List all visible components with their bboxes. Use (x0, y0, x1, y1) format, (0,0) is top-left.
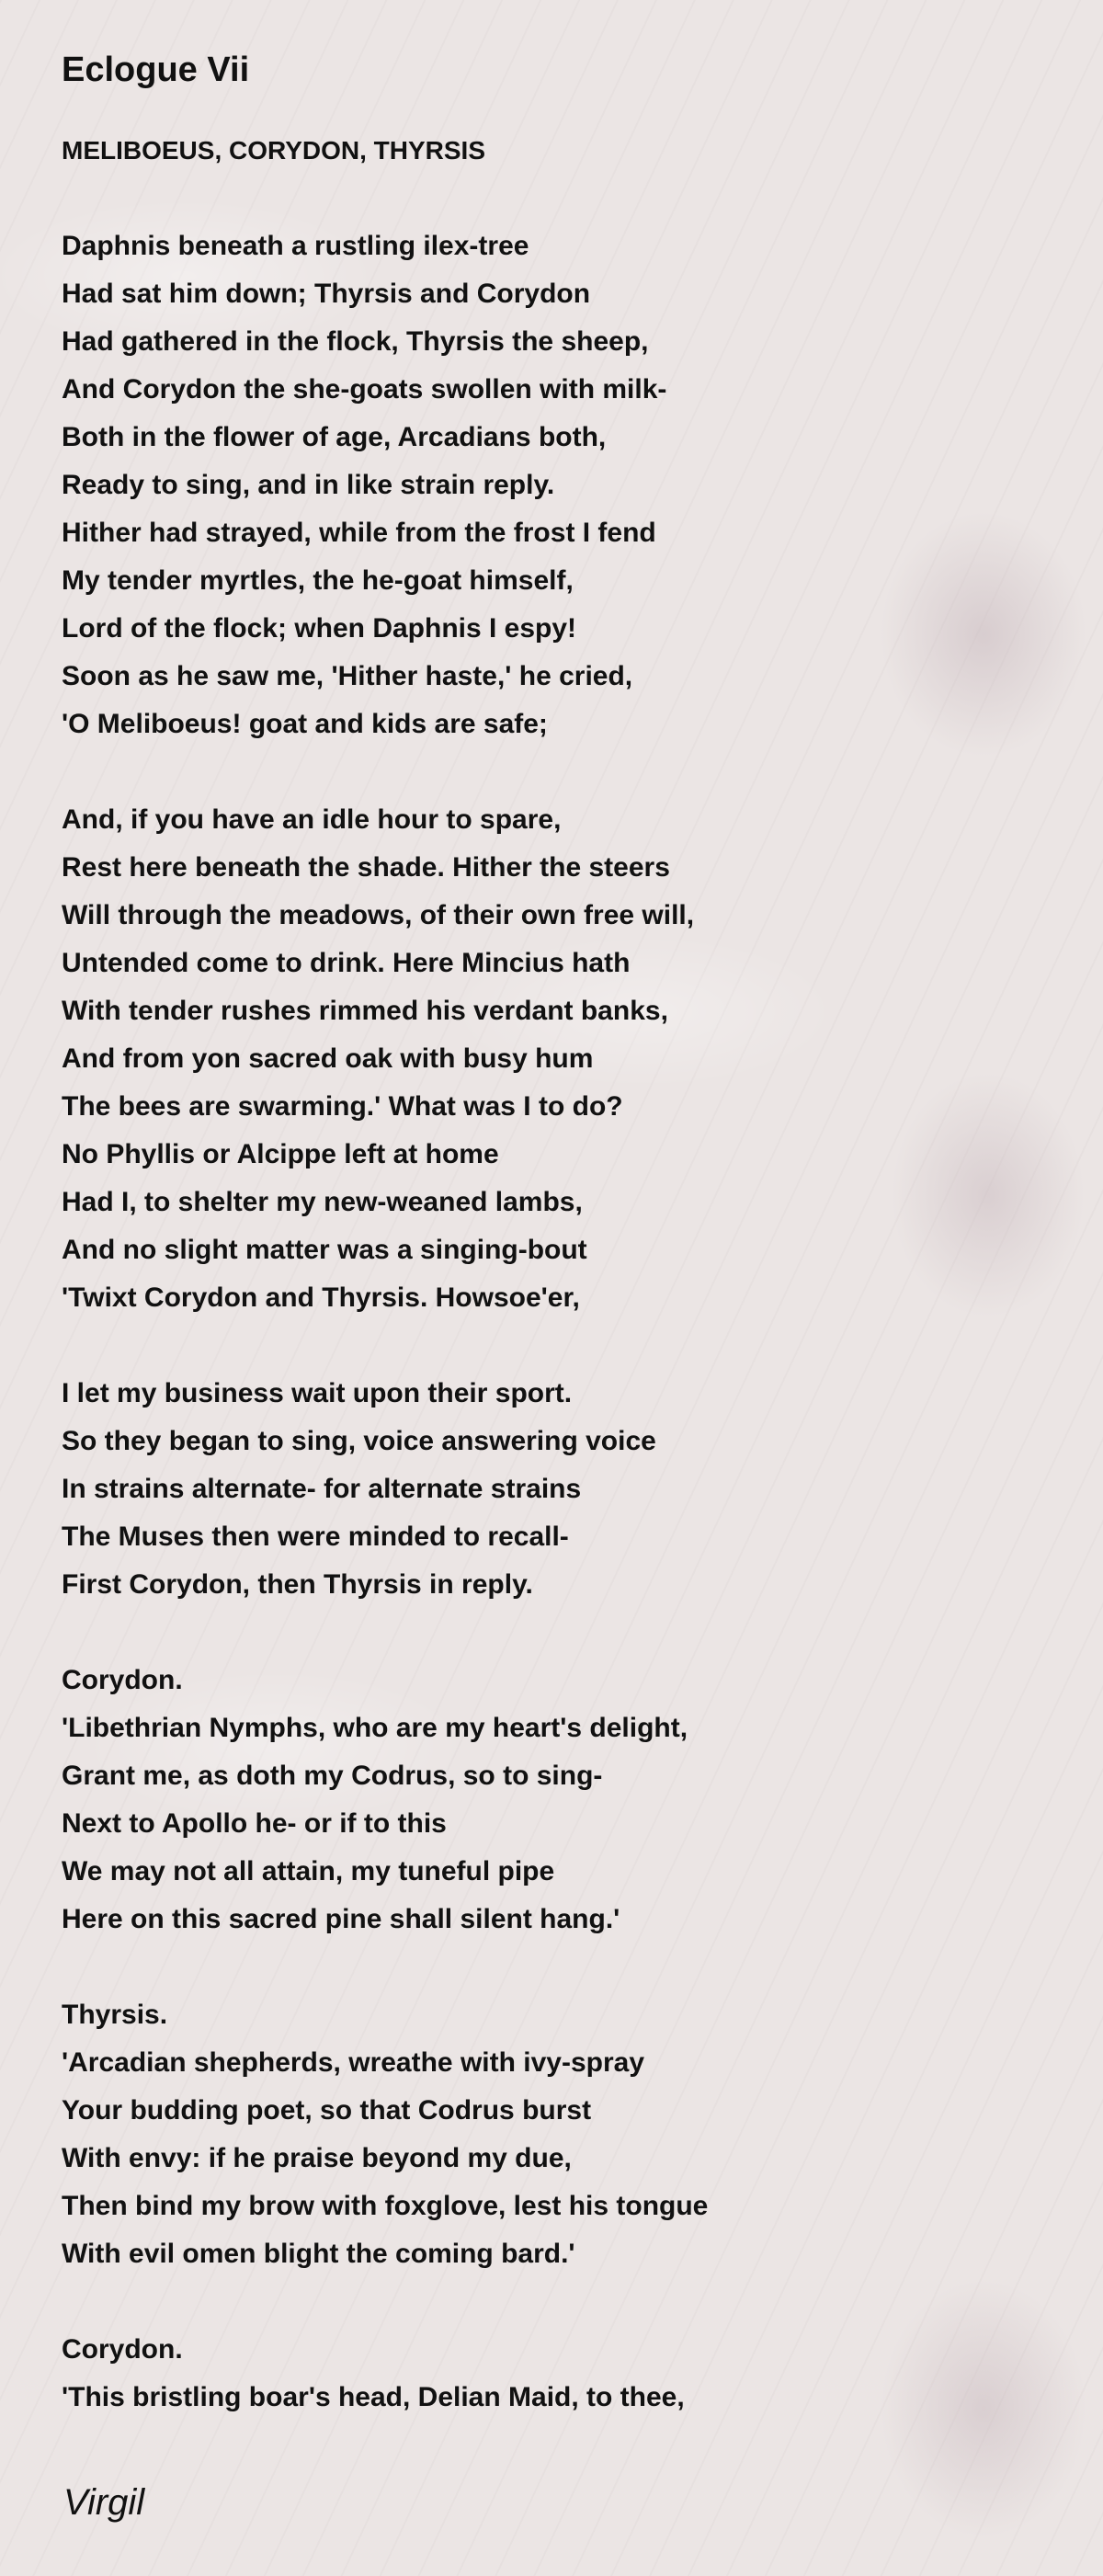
poem-line: First Corydon, then Thyrsis in reply. (62, 1569, 533, 1600)
poem-line: With tender rushes rimmed his verdant banks, (62, 996, 668, 1026)
poem-line: Both in the flower of age, Arcadians both, (62, 422, 607, 452)
poem-line: Then bind my brow with foxglove, lest his tongue (62, 2191, 709, 2221)
poem-line: With evil omen blight the coming bard.' (62, 2239, 575, 2269)
poem-line: Hither had strayed, while from the frost I fend (62, 518, 656, 548)
poem-stanza (62, 222, 981, 748)
poem-line: Rest here beneath the shade. Hither the steers (62, 852, 670, 883)
poem-line: No Phyllis or Alcippe left at home (62, 1139, 499, 1169)
poem-line: With envy: if he praise beyond my due, (62, 2143, 572, 2173)
poem-stanza (62, 796, 981, 1322)
poem-line: Thyrsis. (62, 2000, 168, 2030)
poem-line: 'Twixt Corydon and Thyrsis. Howsoe'er, (62, 1282, 580, 1313)
poem-line: 'Arcadian shepherds, wreathe with ivy-spray (62, 2047, 645, 2078)
poem-line: Here on this sacred pine shall silent hang.' (62, 1904, 620, 1934)
poem-line: And Corydon the she-goats swollen with milk- (62, 374, 667, 405)
poem-line: 'O Meliboeus! goat and kids are safe; (62, 709, 548, 739)
poem-line: Corydon. (62, 1665, 183, 1695)
poem-body (62, 222, 981, 2422)
poem-stanza (62, 1657, 981, 1943)
poem-author: Virgil (63, 2482, 145, 2523)
poem-line: Will through the meadows, of their own free will, (62, 900, 695, 930)
poem-line: Had sat him down; Thyrsis and Corydon (62, 279, 591, 309)
poem-line: Ready to sing, and in like strain reply. (62, 470, 555, 500)
poem-line: 'Libethrian Nymphs, who are my heart's delight, (62, 1713, 688, 1743)
poem-line: So they began to sing, voice answering voice (62, 1426, 656, 1456)
poem-line: The bees are swarming.' What was I to do? (62, 1091, 623, 1122)
poem-stanza (62, 1991, 981, 2278)
poem-line: Daphnis beneath a rustling ilex-tree (62, 231, 529, 261)
poem-line: Your budding poet, so that Codrus burst (62, 2095, 592, 2126)
poem-line: Grant me, as doth my Codrus, so to sing- (62, 1761, 603, 1791)
poem-stanza (62, 2326, 981, 2422)
poem-line: Lord of the flock; when Daphnis I espy! (62, 613, 577, 644)
poem-line: Corydon. (62, 2334, 183, 2365)
poem-line: Next to Apollo he- or if to this (62, 1808, 447, 1839)
poem-line: Had I, to shelter my new-weaned lambs, (62, 1187, 583, 1217)
poem-line: Had gathered in the flock, Thyrsis the sheep, (62, 326, 649, 357)
poem-stanza (62, 1370, 981, 1609)
poem-line: We may not all attain, my tuneful pipe (62, 1856, 555, 1886)
poem-line: And no slight matter was a singing-bout (62, 1235, 587, 1265)
poem-line: My tender myrtles, the he-goat himself, (62, 565, 574, 596)
poem-title: Eclogue Vii (62, 51, 250, 89)
poem-subtitle: MELIBOEUS, CORYDON, THYRSIS (62, 136, 486, 165)
poem-line: And from yon sacred oak with busy hum (62, 1043, 594, 1074)
poem-line: And, if you have an idle hour to spare, (62, 804, 562, 835)
poem-line: Untended come to drink. Here Mincius hath (62, 948, 631, 978)
poem-line: In strains alternate- for alternate strains (62, 1474, 582, 1504)
poem-line: 'This bristling boar's head, Delian Maid, to thee, (62, 2382, 685, 2412)
poem-content (62, 46, 981, 2469)
poem-line: Soon as he saw me, 'Hither haste,' he cried, (62, 661, 633, 691)
poem-line: I let my business wait upon their sport. (62, 1378, 573, 1408)
poem-line: The Muses then were minded to recall- (62, 1522, 569, 1552)
